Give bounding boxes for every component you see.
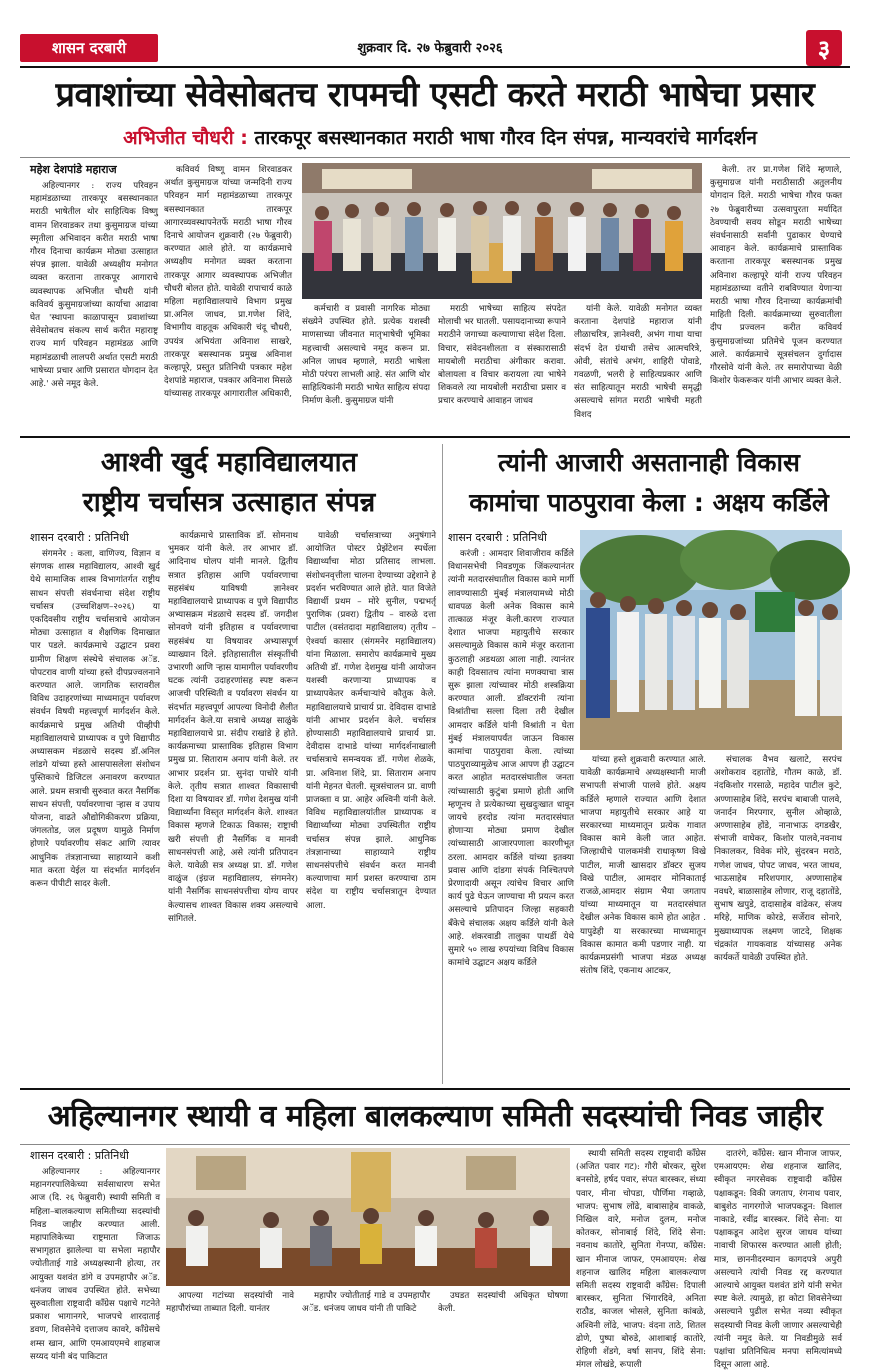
page-number: ३ bbox=[806, 30, 842, 66]
story1-sub-name: अभिजीत चौधरी : bbox=[123, 127, 248, 149]
story4-column-4: उघडत सदस्यांची अधिकृत घोषणा केली. bbox=[438, 1291, 568, 1315]
story1-column-5: यांनी केले. यावेळी मनोगत व्यक्त करताना देशपांडे महाराज यांनी लीळाचरित्र, ज्ञानेश्वरी, अभंग गाथा याचा संदर्भ देत ग्रंथाची तसेच आत्मचरित्रे, ओवी, संतांचे अभंग, शाहिरी पोवाडे, गवळणी, भलरी हे साहित्यप्रकार आणि संत साहित्यातून मराठी भाषेची समृद्धी असल्याचे सांगत मराठी भाषेची महती विशद bbox=[574, 304, 702, 420]
story1-column-3: कर्मचारी व प्रवासी नागरिक मोठ्या संख्येने उपस्थित होते. प्रत्येक यशस्वी माणसाच्या जीवनात मातृभाषेची भूमिका महत्त्वाची असल्याचे नमूद करून प्रा. अनिल जाधव म्हणाले, मराठी भाषेला मोठी परंपरा लाभली आहे. संत आणि थोर साहित्यिकांनी मराठी भाषेत साहित्य संपदा निर्माण केली. कुसुमाग्रज यांनी bbox=[302, 304, 430, 407]
story1-byline: महेश देशपांडे महाराज bbox=[30, 163, 117, 176]
section-rule-2 bbox=[20, 1088, 850, 1090]
story4-column-3: महापौर ज्योतीताई गाडे व उपमहापौर अॅड. धनंजय जाधव यांनी ती पाकिटे bbox=[302, 1291, 430, 1315]
story1-headline: प्रवाशांच्या सेवेसोबतच रापमची एसटी करते मराठी भाषेचा प्रसार bbox=[55, 75, 815, 115]
story1-column-6: केली. तर प्रा.गणेश शिंदे म्हणाले, कुसुमाग्रज यांनी मराठीसाठी अतुलनीय योगदान दिले. मराठी भाषेचा गौरव फक्त २७ फेब्रुवारीच्या उत्सवापुरता मर्यादित ठेवण्याची सवय सोडून मराठी भाषेच्या संवर्धनासाठी सर्वांनी पुढाकार घेण्याचे आवाहन केले. कार्यक्रमाचे प्रास्ताविक करताना तारकपूर बसस्थानक प्रमुख अविनाश कल्हापूरे यांनी राज्य परिवहन महामंडळाच्या वतीने राबविण्यात येणाऱ्या मराठी भाषा गौरव दिनाच्या कार्यक्रमांची माहिती दिली. कार्यक्रमाच्या सुरुवातीला दीप प्रज्वलन करीत कविवर्य कुसुमाग्रजांच्या प्रतिमेचे पूजन करण्यात आले. कार्यक्रमाचे सूत्रसंचलन दुर्गादास गौरसोवे यांनी केले. तर समारोपाच्या वेळी किशोर फेकरूकर यांनी आभार व्यक्त केले. bbox=[710, 165, 842, 387]
story4-column-5: स्थायी समिती सदस्य राष्ट्रवादी काँग्रेस (अजित पवार गट): गौरी बोरकर, सुरेश बनसोडे, हर्षद पवार, संपत बारस्कर, संध्या पवार, मीना चोपडा, पौर्णिमा गव्हाळे, भाजप: सुभाष लोंढे, बाबासाहेब वाकळे, निखिल वारे, मनोज दुलम, मनोज कोतकर, सोनाबाई शिंदे, शिंदे सेना: नवनाथ कातोरे, सुनिता गेनप्पा, काँग्रेस: खान मीनाज जाफर, एमआयएम: शेख शहनाज खालिद महिला बालकल्याण समिती सदस्य राष्ट्रवादी काँग्रेस: दिपाली बारस्कर, सुनिता भिंगारदिवे, अनिता राठौड, काजल भोसले, सुनिता कांबळे, अश्विनी लोंढे, भाजप: वंदना ताठे, शितल ढोणे, पुष्पा बोरुडे, आशाबाई कातोरे, रोहिणी शेंडगे, वर्षा सानप, शिंदे सेना: मंगल लोखंडे, रूपाली bbox=[576, 1149, 706, 1371]
story4-headline: अहिल्यानगर स्थायी व महिला बालकल्याण समिती सदस्यांची निवड जाहीर bbox=[47, 1099, 823, 1134]
story3-headline-line1: त्यांनी आजारी असतानाही विकास bbox=[498, 448, 800, 477]
story1-column-2: कविवर्य विष्णू वामन शिरवाडकर अर्थात कुसुमाग्रज यांच्या जन्मदिनी राज्य परिवहन मार्ग महामंडळाच्या तारकपूर बसस्थानकात तारकपूर आगारव्यवस्थापनेतर्फे मराठी भाषा गौरव दिनाचे आयोजन शुक्रवारी (२७ फेब्रुवारी) करण्यात आले होते. या कार्यक्रमाचे अध्यक्षीय मनोगत व्यक्त करताना तारकपूर आगार व्यवस्थापक अभिजीत चौधरी बोलत होते. यावेळी रापाचार्य काळे महिला महाविद्यालयाचे विभाग प्रमुख प्रा.अनिल जाधव, प्रा.गणेश शिंदे, विभागीय वाहतूक अधिकारी चंदू चौधरी, उपयंत्र अभियंता अविनाश साखरे, तारकपूर बसस्थानक प्रमुख अविनाश कल्हापूरे, प्रस्तुत प्रतिनिधी पत्रकार महेश देशपांडे महाराज, पत्रकार अविनाश मिसळे यांच्यासह तारकपूर आगारातील अधिकारी, bbox=[164, 165, 292, 400]
story2-headline-line2: राष्ट्रीय चर्चासत्र उत्साहात संपन्न bbox=[82, 487, 376, 518]
story1-subheadline bbox=[40, 124, 840, 150]
masthead-rule bbox=[20, 66, 850, 68]
story-divider bbox=[442, 444, 443, 1084]
committee-meeting-photo bbox=[166, 1148, 570, 1286]
masthead-title: शासन दरबारी bbox=[51, 39, 127, 57]
story3-photo bbox=[580, 530, 842, 750]
story1-rule bbox=[20, 157, 850, 158]
story1-photo bbox=[302, 163, 702, 299]
story2-column-3: यावेळी चर्चासत्राच्या अनुषंगाने आयोजित पोस्टर प्रेझेंटेशन स्पर्धेला विद्यार्थ्यांचा मोठा प्रतिसाद लाभला. संशोधनवृत्तीला चालना देण्याच्या उद्देशाने हे प्रदर्शन भरविण्यात आले होते. यात विजेते विद्यार्थी प्रथम – मोरे सुनील, पद्मभर्तृ पुराणिक (प्रवरा) द्वितीय – वारुळे दत्ता पाटील (वसंतदादा महाविद्यालय) तृतीय – ऐश्वर्या कासार (संगमनेर महाविद्यालय) यांना मिळाला. समारोप कार्यक्रमाचे मुख्य अतिथी डॉ. गणेश देशमुख यांनी आयोजन यशस्वी करणाऱ्या प्राध्यापक व प्राध्यापकेतर कर्मचाऱ्यांचे कौतुक केले. महाविद्यालयाचे प्राचार्य प्रा. देविदास दाभाडे यांनी आभार प्रदर्शन केले. चर्चासत्र होण्यासाठी महाविद्यालयाचे प्राचार्य प्रा. देवीदास दाभाडे यांच्या मार्गदर्शनाखाली चर्चासत्राचे समन्वयक डॉ. गणेश शेळके, प्रा. अविनाश शिंदे, प्रा. सिताराम अनाप यांनी मेहनत घेतली. सूत्रसंचालन प्रा. वाणी प्राजक्ता व प्रा. आहेर अश्विनी यांनी केले. विविध महाविद्यालयांतील प्राध्यापक व विद्यार्थ्यांच्या मोठ्या उपस्थितीत राष्ट्रीय चर्चासत्र संपन्न झाले. आधुनिक तंत्रज्ञानाच्या साहाय्याने राष्ट्रीय साधनसंपत्तीचे संवर्धन करत मानवी कल्याणाचा मार्ग प्रशस्त करण्याचा ठाम संदेश या राष्ट्रीय चर्चासत्रातून देण्यात आला. bbox=[306, 531, 436, 911]
inauguration-photo bbox=[580, 530, 842, 750]
event-group-photo bbox=[302, 163, 702, 299]
story4-column-1: अहिल्यानगर : अहिल्यानगर महानगरपालिकेच्या सर्वसाधारण सभेत आज (दि. २६ फेब्रुवारी) स्थायी समिती व महिला–बालकल्याण समितीच्या सदस्यांची निवड जाहीर करण्यात आली. महापालिकेच्या राष्ट्रमाता जिजाऊ सभागृहात झालेल्या या सभेला महापौर ज्योतीताई गाडे अध्यक्षस्थानी होत्या, तर आयुक्त यशवंत डांगे व उपमहापौर अॅड. धनंजय जाधव उपस्थित होते. सभेच्या सुरुवातीला राष्ट्रवादी काँग्रेस पक्षाचे गटनेते प्रकाश भागानगरे, भाजपचे शारदाताई डवण, शिवसेनेचे दत्ताजय कावरे, काँग्रेसचे शम्स खान, आणि एमआयएमचे शाहबाज सय्यद यांनी बंद पाकिटात bbox=[30, 1167, 160, 1362]
story2-column-2: कार्यक्रमाचे प्रास्ताविक डॉ. सोमनाथ भुमकर यांनी केले. तर आभार डॉ. आदिनाथ घोलप यांनी मानले. द्वितीय सत्रात इतिहास आणि पर्यावरणाचा सहसंबंध याविषयी ज्ञानेश्वर महाविद्यालयाचे प्राध्यापक व पुणे विद्यापीठ अभ्यासक्रम मंडळाचे सदस्य डॉ. जगदीश सोनवणे यांनी इतिहास व पर्यावरणाचा सहसंबंध या विषयावर अभ्यासपूर्ण व्याख्यान दिले. इतिहासातील संस्कृतींची उभारणी आणि ऱ्हास यामागील पर्यावरणीय घटक त्यांनी उदाहरणांसह स्पष्ट करून आजची परिस्थिती व पर्यावरण संवर्धन या संदर्भात महत्त्वपूर्ण आपल्या विनोदी शैलीत मार्गदर्शन केले.या सत्राचे अध्यक्ष साळुंके महाविद्यालयाचे प्रा. संदीप राखांडे हे होते. कार्यक्रमाच्या प्रास्ताविक इतिहास विभाग प्रमुख प्रा. सिताराम अनाप यांनी केले. तर आभार प्रदर्शन प्रा. सुनंदा पाचोरे यांनी केले. तृतीय सत्रात शाश्वत विकासाची दिशा या विषयावर डॉ. गणेश देशमुख यांनी विद्यार्थ्यांना विस्तृत मार्गदर्शन केले. शाश्वत विकास म्हणजे टिकाऊ विकास; राष्ट्राची खरी संपत्ती ही नैसर्गिक व मानवी साधनसंपत्ती आहे, असे त्यांनी प्रतिपादन केले. यावेळी सत्र अध्यक्ष प्रा. डॉ. गणेश वाळुंज (इंग्रज महाविद्यालय, संगमनेर) यांनी नैसर्गिक साधनसंपत्तीचा योग्य वापर केल्यासच शाश्वत विकास शक्य असल्याचे सांगितले. bbox=[168, 531, 298, 924]
story2-column-1: संगमनेर : कला, वाणिज्य, विज्ञान व संगणक शास्त्र महाविद्यालय, आश्वी खुर्द येथे सामाजिक शास्त्र विभागांतर्गत राष्ट्रीय साधन संपत्ती संवर्धनाचा संदेश राष्ट्रीय चर्चासत्र (उच्चशिक्षण–२०२६) या एकदिवसीय राष्ट्रीय चर्चासत्राचे आयोजन मोठ्या उत्साहात व शैक्षणिक दिमाखात पार पडले. कार्यक्रमाचे उद्घाटन प्रवरा ग्रामीण शिक्षण संस्थेचे संचालक अॅड. पोपटराव वाणी यांच्या हस्ते दीपप्रज्वलनाने करण्यात आले. जागतिक स्तरावरील विविध उदाहरणांच्या माध्यमातून पर्यावरण संवर्धन विषयी महत्त्वपूर्ण मार्गदर्शन केले. कार्यक्रमाचे प्रमुख अतिथी पीव्हीपी महाविद्यालयाचे प्राध्यापक व पुणे विद्यापीठ अध्यासकम मंडळाचे सदस्य डॉ.अनिल लांडगे यांच्या हस्ते आसपासलेला संशोधन पुस्तिकाचे डिजिटल अनावरण करण्यात आले. प्रथम सत्राची सुरुवात करत नैसर्गिक साधन संपत्ती, पर्यावरणाचा ऱ्हास व उपाय योजना, वाढते औद्योगिकीकरण प्रक्रिया, जंगलतोड, जल प्रदूषण यामुळे निर्माण होणारे पर्यावरणीय संकट आणि त्यावर आधुनिक तंत्रज्ञानाच्या साहाय्याने कशी मात करता येईल या संदर्भात मार्गदर्शन करून पीपीटी सादर केली. bbox=[30, 549, 160, 890]
story4-byline: शासन दरबारी : प्रतिनिधी bbox=[30, 1149, 129, 1162]
story3-byline: शासन दरबारी : प्रतिनिधी bbox=[448, 531, 547, 544]
story1-sub-text: तारकपूर बसस्थानकात मराठी भाषा गौरव दिन संपन्न, मान्यवरांचे मार्गदर्शन bbox=[254, 127, 757, 149]
story3-column-3: संचालक वैभव खलाटे, सरपंच अशोकराव दहातोंडे, गौतम काळे, डॉ. नंदकिशोर गरसाळे, महादेव पाटील कुटे, अण्णासाहेब शिंदे, सरपंच बाबाजी पालवे, जनार्दन मिरपगार, सुनील ओव्हाळे, अण्णासाहेब होंडे, नानाभाऊ दगडखैर, संभाजी वाघेकर, किशोर पालवे,नवनाथ निकालकर, विवेक मोरे, सुंदरबन मराठे, गणेश जाधव, पोपट जाधव, भरत जाधव, भाऊसाहेब मरिशपगार, अण्णासाहेब नवधरे, बाळासाहेब लोणार, राजू दहातोंडे, सुभाष खपुडे, दादासाहेब वांढेकर, संजय मरिहे, माणिक कोरडे, सर्जेराव सोनारे, मुख्याध्यापक लक्ष्मण जाटदे, शिक्षक चंद्रकांत गायकवाड यांच्यासह अनेक कार्यकर्ते यावेळी उपस्थित होते. bbox=[714, 755, 842, 964]
story1-column-1: अहिल्यानगर : राज्य परिवहन महामंडळाच्या तारकपूर बसस्थानकात मराठी भाषेतील थोर साहित्यिक विष्णु वामन शिरवाडकर तथा कुसुमाग्रज यांच्या स्मृतीला अभिवादन करीत मराठी भाषा गौरव दिनाचा कार्यक्रम मोठ्या उत्साहात संपन्न झाला. यावेळी अध्यक्षीय मनोगत व्यक्त करताना तारकपूर आगाराचे व्यवस्थापक अभिजीत चौधरी यांनी कविवर्य कुसुमाग्रजांच्या कार्याचा आढावा घेत 'स्थापना काळापासून प्रवाशांच्या सेवेसोबतच संकल्प सार्थ करीत महाराष्ट्र राज्य मार्ग परिवहन महामंडळ आणि महामंडळाची लालपरी अर्थात एसटी मराठी भाषेच्या प्रचार आणि प्रसारात योगदान देत आहे.' असे नमूद केले. bbox=[30, 181, 158, 390]
story1-column-4: मराठी भाषेच्या साहित्य संपदेत मोलाची भर घातली. पसायदानाच्या रूपाने मराठीने जगाच्या कल्याणाचा संदेश दिला. विचार, संवेदनशीलता व संस्कारासाठी मायबोली मराठीचा अंगीकार करावा. बोलायला व विचार करायला त्या भाषेने शिकवले त्या मायबोली मराठीचा प्रसार व प्रचार करण्याचे आवाहन जाधव bbox=[438, 304, 566, 407]
story4-column-2: आपल्या गटांच्या सदस्यांची नावे महापौरांच्या ताब्यात दिली. यानंतर bbox=[166, 1291, 294, 1315]
story4-column-6: दातरंगे, काँग्रेस: खान मीनाज जाफर, एमआयएम: शेख शहनाज खालिद, स्वीकृत नगरसेवक राष्ट्रवादी काँग्रेस पक्षाकडून: विकी जगताप, रंगनाथ पवार, बाबुशेठ नागरगोजे भाजपकडून: विशाल नाकाडे, रवींद्र बारस्कर. शिंदे सेना: या पक्षाकडून आदेश सुरज जाधव यांच्या नावाची शिफारस करण्यात आली होती; मात्र, छाननीदरम्यान कागदपत्रे अपुरी असल्याने त्यांची निवड रद्द करण्यात आल्याचे आयुक्त यशवंत डांगे यांनी सभेत स्पष्ट केले. त्यामुळे, हा कोटा शिवसेनेच्या असल्याने पुढील सभेत नव्या स्वीकृत सदस्याची निवड केली जाणार असल्याचेही त्यांनी नमूद केले. या निवडीमुळे सर्व पक्षांचा प्रतिनिधित्व मनपा समित्यांमध्ये दिसून आला आहे. bbox=[714, 1149, 842, 1371]
masthead-logo bbox=[20, 34, 158, 62]
story3-column-2: यांच्या हस्ते शुक्रवारी करण्यात आले. यावेळी कार्यक्रमाचे अध्यक्षस्थानी माजी सभापती संभाजी पालवे होते. अक्षय कर्डिले म्हणाले राज्यात आणि देशात भाजपा महायुतीचे सरकार आहे या सरकारच्या माध्यमातून प्रत्येक गावात विकास कामे केली जात आहेत. जिल्हाधीचे पालकमंत्री राधाकृष्ण विखे पाटील, माजी खासदार डॉक्टर सुजय विखे पाटील, आमदार मोनिकाताई राजळे,आमदार संग्राम भैया जगताप यांच्या माध्यमातून या मतदारसंघात देखील अनेक विकास कामे होत आहेत . यापुढेही या सरकारच्या माध्यमातून विकास कामात कमी पडणार नाही. या कार्यक्रमप्रसंगी भाजपा मंडळ अध्यक्ष संतोष शिंदे, एकनाथ आटकर, bbox=[580, 755, 706, 977]
dateline: शुक्रवार दि. २७ फेब्रुवारी २०२६ bbox=[357, 41, 503, 56]
story2-headline-line1: आश्वी खुर्द महाविद्यालयात bbox=[100, 447, 358, 478]
story3-column-1: करंजी : आमदार शिवाजीराव कर्डिले विधानसभेची निवडणूक जिंकल्यानंतर त्यांनी मतदारसंघातील विकास कामे मार्गी लावण्यासाठी मुंबई मंत्रालयामध्ये मोठी धावपळ केली अनेक विकास कामे तात्काळ मंजूर केली.कारण राज्यात देशात भाजपा महायुतीचे सरकार असल्यामुळे विकास कामे मंजूर करताना कुठलाही अडथळा आला नाही. त्यानंतर काही दिवसातच त्यांना मणक्याचा त्रास सुरू झाला त्यांच्यावर मोठी शस्त्रक्रिया करण्यात आली. डॉक्टरांनी त्यांना विश्रांतीचा सल्ला दिला तरी देखील आमदार कर्डिले यांनी विश्रांती न घेता मुंबई मंत्रालयापर्यंत जाऊन विकास कामांचा पाठपुरावा केला. त्यांच्या पाठपुराव्यामुळेच आज आपण ही उद्घाटन करत आहोत मतदारसंघातील जनता त्यांच्यासाठी कुटुंबा प्रमाणे होती आणि म्हणूनच ते प्रत्येकाच्या सुखदुःखात धावून जायचे हरदोड त्यांना मतदारसंघात होणाऱ्या मोठ्या प्रमाण देखील त्यांच्यासाठी आजारपणाला कारणीभूत ठरला. आमदार कर्डिले यांच्या इतक्या प्रवास आणि दांडगा संपर्क निश्चितपणे प्रेरणादायी असून त्यांचेच विचार आणि कार्य पुढे घेऊन जाण्याचा मी प्रयत्न करत असल्याचे प्रतिपादन जिल्हा सहकारी बँकेचे संचालक अक्षय कर्डिले यांनी केले आहे. शंकरवाडी तालुका पाथर्डी येथे सुमारे ५० लाख रुपयांच्या विविध विकास कामांचे उद्घाटन अक्षय कर्डिले bbox=[448, 549, 574, 969]
story3-headline-line2: कामांचा पाठपुरावा केला : अक्षय कर्डिले bbox=[469, 488, 829, 517]
story4-rule bbox=[20, 1144, 850, 1145]
section-rule-1 bbox=[20, 436, 850, 438]
story2-byline: शासन दरबारी : प्रतिनिधी bbox=[30, 531, 129, 544]
story4-photo bbox=[166, 1148, 570, 1286]
